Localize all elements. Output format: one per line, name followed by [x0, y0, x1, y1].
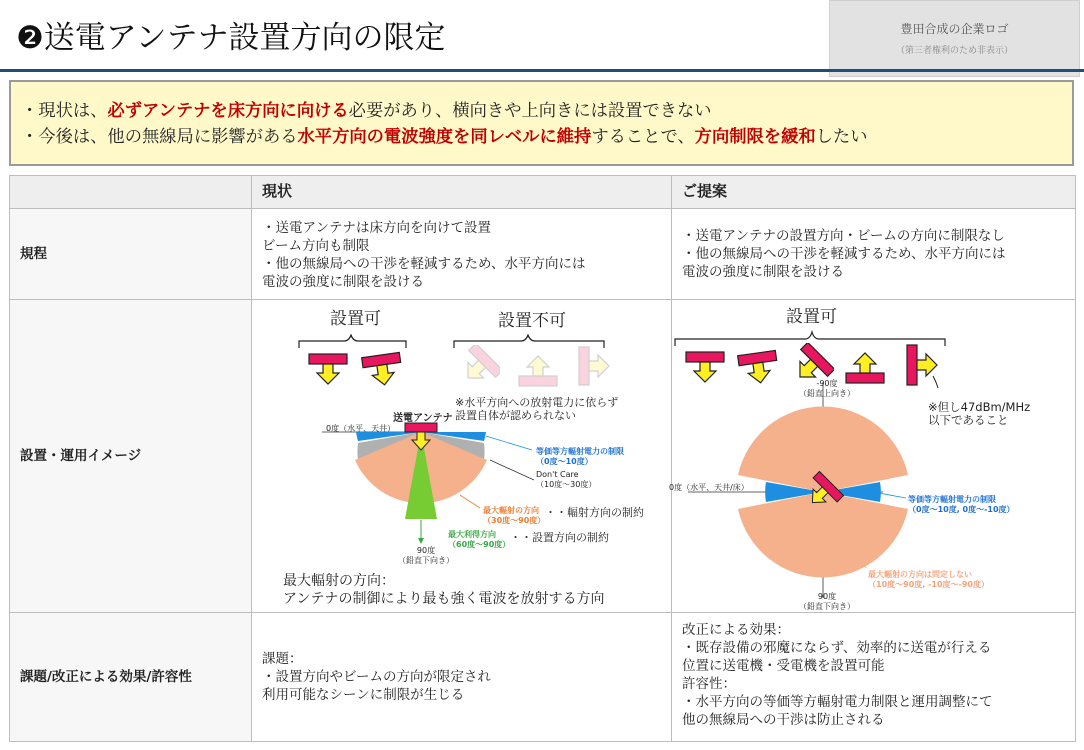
proposal-antenna-down-icon — [685, 350, 727, 384]
proposal-ok-label: 設置可 — [786, 307, 837, 327]
summary-line-1: ・現状は、必ずアンテナを床方向に向ける必要があり、横向きや上向きには設置できない — [21, 101, 712, 121]
proposal-zero-label: 0度（水平、天井/床） — [669, 483, 749, 492]
title-rule — [0, 69, 1084, 72]
current-dontcare-label: Don't Care （10度～30度） — [536, 470, 597, 489]
proposal-eirp-label: 等価等方輻射電力の制限 （0度～10度, 0度～-10度） — [908, 495, 1015, 514]
current-ok-label: 設置可 — [330, 309, 381, 329]
current-ng-note: ※水平方向への放射電力に依らず 設置自体が認められない — [455, 396, 619, 422]
proposal-side-note: ※但し47dBm/MHz 以下であること — [928, 400, 1031, 427]
row-regulation — [10, 209, 1076, 300]
header-current: 現状 — [252, 176, 672, 209]
current-ng-label: 設置不可 — [498, 311, 566, 331]
proposal-maxrad-label: 最大輻射の方向は問定しない （10度～90度, -10度～-90度） — [868, 570, 989, 589]
regulation-proposal: ・送電アンテナの設置方向・ビームの方向に制限なし ・他の無線局への干渉を軽減するため、水平方向には 電波の強度に制限を設ける — [682, 228, 1006, 280]
antenna-side-ng-icon — [577, 344, 617, 388]
proposal-down-label: 90度 （鉛直下向き） — [799, 592, 855, 611]
proposal-antenna-side-icon — [905, 342, 945, 388]
current-eirp-label: 等価等方輻射電力の制限 （0度～10度） — [536, 447, 624, 466]
row-label-effects: 課題/改正による効果/許容性 — [10, 613, 252, 742]
logo-line1: 豊田合成の企業ロゴ — [900, 22, 1009, 36]
effects-current: 課題： ・設置方向やビームの方向が限定され 利用可能なシーンに制限が生じる — [262, 651, 491, 703]
current-maxrad-note: ・・輻射方向の制約 — [545, 506, 644, 519]
row-effects — [10, 613, 1076, 742]
header-row — [10, 176, 1076, 209]
antenna-up-ng-icon — [518, 348, 560, 388]
current-maxbeam-note: ・・設置方向の制約 — [510, 531, 609, 544]
header-proposal: ご提案 — [672, 176, 1076, 209]
summary-line-2: ・今後は、他の無線局に影響がある水平方向の電波強度を同レベルに維持することで、方向制限を緩和したい — [21, 127, 868, 147]
antenna-down-icon — [308, 352, 350, 386]
current-90-label: 90度 （鉛直下向き） — [398, 546, 454, 565]
page-title: ❷送電アンテナ設置方向の限定 — [16, 20, 446, 56]
current-maxrad-label: 最大輻射の方向 （30度～90度） — [483, 506, 546, 525]
current-maxbeam-label: 最大利得方向 （60度～90度） — [448, 530, 511, 549]
row-label-image: 設置・運用イメージ — [10, 300, 252, 613]
summary-box — [9, 80, 1074, 166]
effects-proposal: 改正による効果： ・既存設備の邪魔にならず、効率的に送電が行える 位置に送電機・受電機を設置可能 許容性： ・水平方向の等価等方輻射電力制限と運用調整にて 他の無線局への干渉は防止される — [682, 622, 993, 728]
proposal-up-label: -90度 （鉛直上向き） — [799, 379, 855, 398]
current-zero-label: 0度（水平、天井） — [326, 424, 396, 433]
antenna-tilted-down-icon — [360, 350, 406, 388]
antenna-diagonal-ng-icon — [460, 345, 500, 387]
row-label-regulation: 規程 — [10, 209, 252, 300]
current-antenna-label: 送電アンテナ — [393, 413, 453, 424]
logo-placeholder — [829, 0, 1080, 77]
current-def-body: アンテナの制御により最も強く電波を放射する方向 — [283, 591, 605, 607]
current-def-title: 最大輻射の方向： — [283, 573, 395, 589]
header-blank — [10, 176, 252, 209]
regulation-current: ・送電アンテナは床方向を向けて設置 ビーム方向も制限 ・他の無線局への干渉を軽減するため、水平方向には 電波の強度に制限を設ける — [262, 220, 586, 290]
logo-line2: （第三者権利のため非表示） — [895, 46, 1013, 56]
